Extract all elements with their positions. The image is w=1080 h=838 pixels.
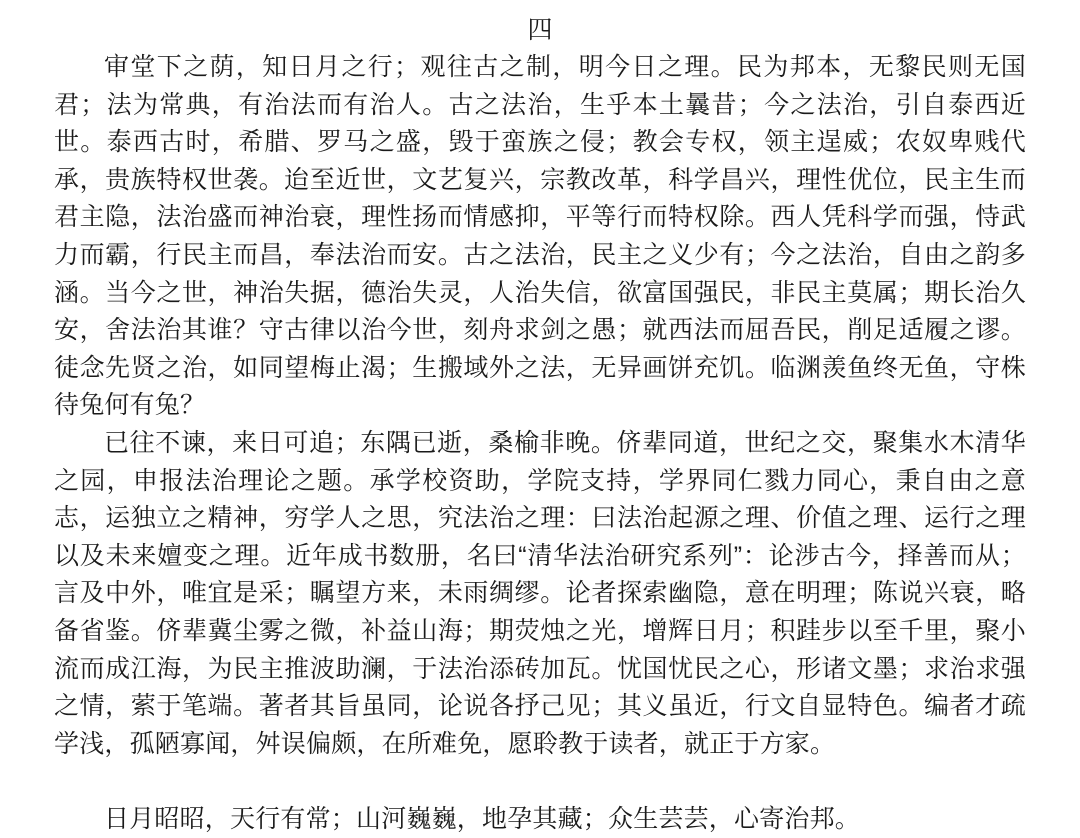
page-title: 四 (527, 16, 553, 44)
document-body (54, 49, 1026, 838)
paragraph-1: 审堂下之荫，知日月之行；观往古之制，明今日之理。民为邦本，无黎民则无国君；法为常典，有治法而有治人。古之法治，生乎本土曩昔；今之法治，引自泰西近世。泰西古时，希腊、罗马之盛，毁于蛮族之侵；教会专权，领主逞威；农奴卑贱代承，贵族特权世袭。迨至近世，文艺复兴，宗教改革，科学昌兴，理性优位，民主生而君主隐，法治盛而神治衰，理性扬而情感抑，平等行而特权除。西人凭科学而强，恃武力而霸，行民主而昌，奉法治而安。古之法治，民主之义少有；今之法治，自由之韵多涵。当今之世，神治失据，德治失灵，人治失信，欲富国强民，非民主莫属；期长治久安，舍法治其谁？守古律以治今世，刻舟求剑之愚；就西法而屈吾民，削足适履之谬。徒念先贤之治，如同望梅止渴；生搬域外之法，无异画饼充饥。临渊羡鱼终无鱼，守株待兔何有兔？ (54, 53, 1026, 420)
paragraph-2: 已往不谏，来日可追；东隅已逝，桑榆非晚。侪辈同道，世纪之交，聚集水木清华之园，申报法治理论之题。承学校资助，学院支持，学界同仁戮力同心，秉自由之意志，运独立之精神，穷学人之思，究法治之理：曰法治起源之理、价值之理、运行之理以及未来嬗变之理。近年成书数册，名曰“清华法治研究系列”：论涉古今，择善而从；言及中外，唯宜是采；瞩望方来，未雨绸缪。论者探索幽隐，意在明理；陈说兴衰，略备省鉴。侪辈冀尘雾之微，补益山海；期荧烛之光，增辉日月；积跬步以至千里，聚小流而成江海，为民主推波助澜，于法治添砖加瓦。忧国忧民之心，形诸文墨；求治求强之情，萦于笔端。著者其旨虽同，论说各抒己见；其义虽近，行文自显特色。编者才疏学浅，孤陋寡闻，舛误偏颇，在所难免，愿聆教于读者，就正于方家。 (54, 428, 1026, 758)
closing-line: 日月昭昭，天行有常；山河巍巍，地孕其藏；众生芸芸，心寄治邦。 (104, 804, 861, 833)
